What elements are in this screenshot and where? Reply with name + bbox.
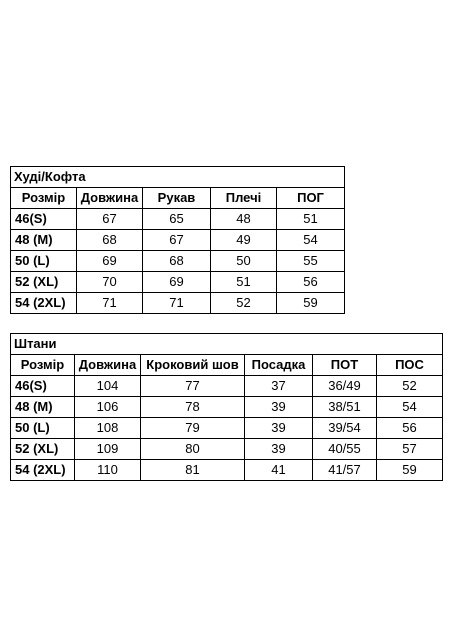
table-cell: 36/49 [313,376,377,397]
table-cell: 57 [377,439,443,460]
table-cell: 69 [143,272,211,293]
table-cell: 110 [75,460,141,481]
size-label: 50 (L) [11,418,75,439]
hoodie-size-table [10,166,345,314]
table-cell: 40/55 [313,439,377,460]
table-row [11,251,345,272]
pants-header-inseam: Кроковий шов [141,355,245,376]
hoodie-header-length: Довжина [77,188,143,209]
table-cell: 81 [141,460,245,481]
table-cell: 109 [75,439,141,460]
hoodie-header-size: Розмір [11,188,77,209]
table-cell: 80 [141,439,245,460]
pants-size-table [10,333,443,481]
table-row [11,460,443,481]
pants-header-waist: ПОТ [313,355,377,376]
table-cell: 52 [211,293,277,314]
table-cell: 48 [211,209,277,230]
table-cell: 37 [245,376,313,397]
table-cell: 39/54 [313,418,377,439]
pants-header-size: Розмір [11,355,75,376]
table-cell: 65 [143,209,211,230]
table-cell: 41 [245,460,313,481]
table-cell: 70 [77,272,143,293]
hoodie-header-sleeve: Рукав [143,188,211,209]
table-row [11,376,443,397]
pants-header-hips: ПОС [377,355,443,376]
table-cell: 54 [277,230,345,251]
table-cell: 39 [245,418,313,439]
table-cell: 39 [245,439,313,460]
hoodie-title-row [11,167,345,188]
table-cell: 78 [141,397,245,418]
table-row [11,209,345,230]
table-cell: 56 [377,418,443,439]
size-label: 46(S) [11,209,77,230]
size-label: 52 (XL) [11,272,77,293]
table-cell: 67 [143,230,211,251]
table-cell: 71 [143,293,211,314]
size-label: 54 (2XL) [11,293,77,314]
table-cell: 69 [77,251,143,272]
table-cell: 39 [245,397,313,418]
table-row [11,418,443,439]
size-label: 48 (M) [11,397,75,418]
hoodie-header-row [11,188,345,209]
table-cell: 79 [141,418,245,439]
pants-header-row [11,355,443,376]
table-row [11,439,443,460]
table-row [11,272,345,293]
table-row [11,230,345,251]
table-cell: 51 [277,209,345,230]
pants-table-title: Штани [11,334,443,355]
table-cell: 71 [77,293,143,314]
size-label: 52 (XL) [11,439,75,460]
table-cell: 55 [277,251,345,272]
size-label: 48 (M) [11,230,77,251]
hoodie-header-shoulders: Плечі [211,188,277,209]
table-cell: 68 [77,230,143,251]
table-cell: 106 [75,397,141,418]
table-cell: 54 [377,397,443,418]
pants-header-length: Довжина [75,355,141,376]
table-cell: 104 [75,376,141,397]
table-cell: 51 [211,272,277,293]
table-cell: 52 [377,376,443,397]
table-cell: 41/57 [313,460,377,481]
table-row [11,293,345,314]
table-cell: 59 [377,460,443,481]
table-cell: 68 [143,251,211,272]
hoodie-header-chest: ПОГ [277,188,345,209]
size-label: 54 (2XL) [11,460,75,481]
table-cell: 108 [75,418,141,439]
table-cell: 59 [277,293,345,314]
table-row [11,397,443,418]
hoodie-table-title: Худі/Кофта [11,167,345,188]
pants-title-row [11,334,443,355]
size-label: 50 (L) [11,251,77,272]
size-label: 46(S) [11,376,75,397]
table-cell: 49 [211,230,277,251]
table-cell: 56 [277,272,345,293]
table-cell: 77 [141,376,245,397]
table-cell: 67 [77,209,143,230]
pants-header-rise: Посадка [245,355,313,376]
table-cell: 38/51 [313,397,377,418]
table-cell: 50 [211,251,277,272]
